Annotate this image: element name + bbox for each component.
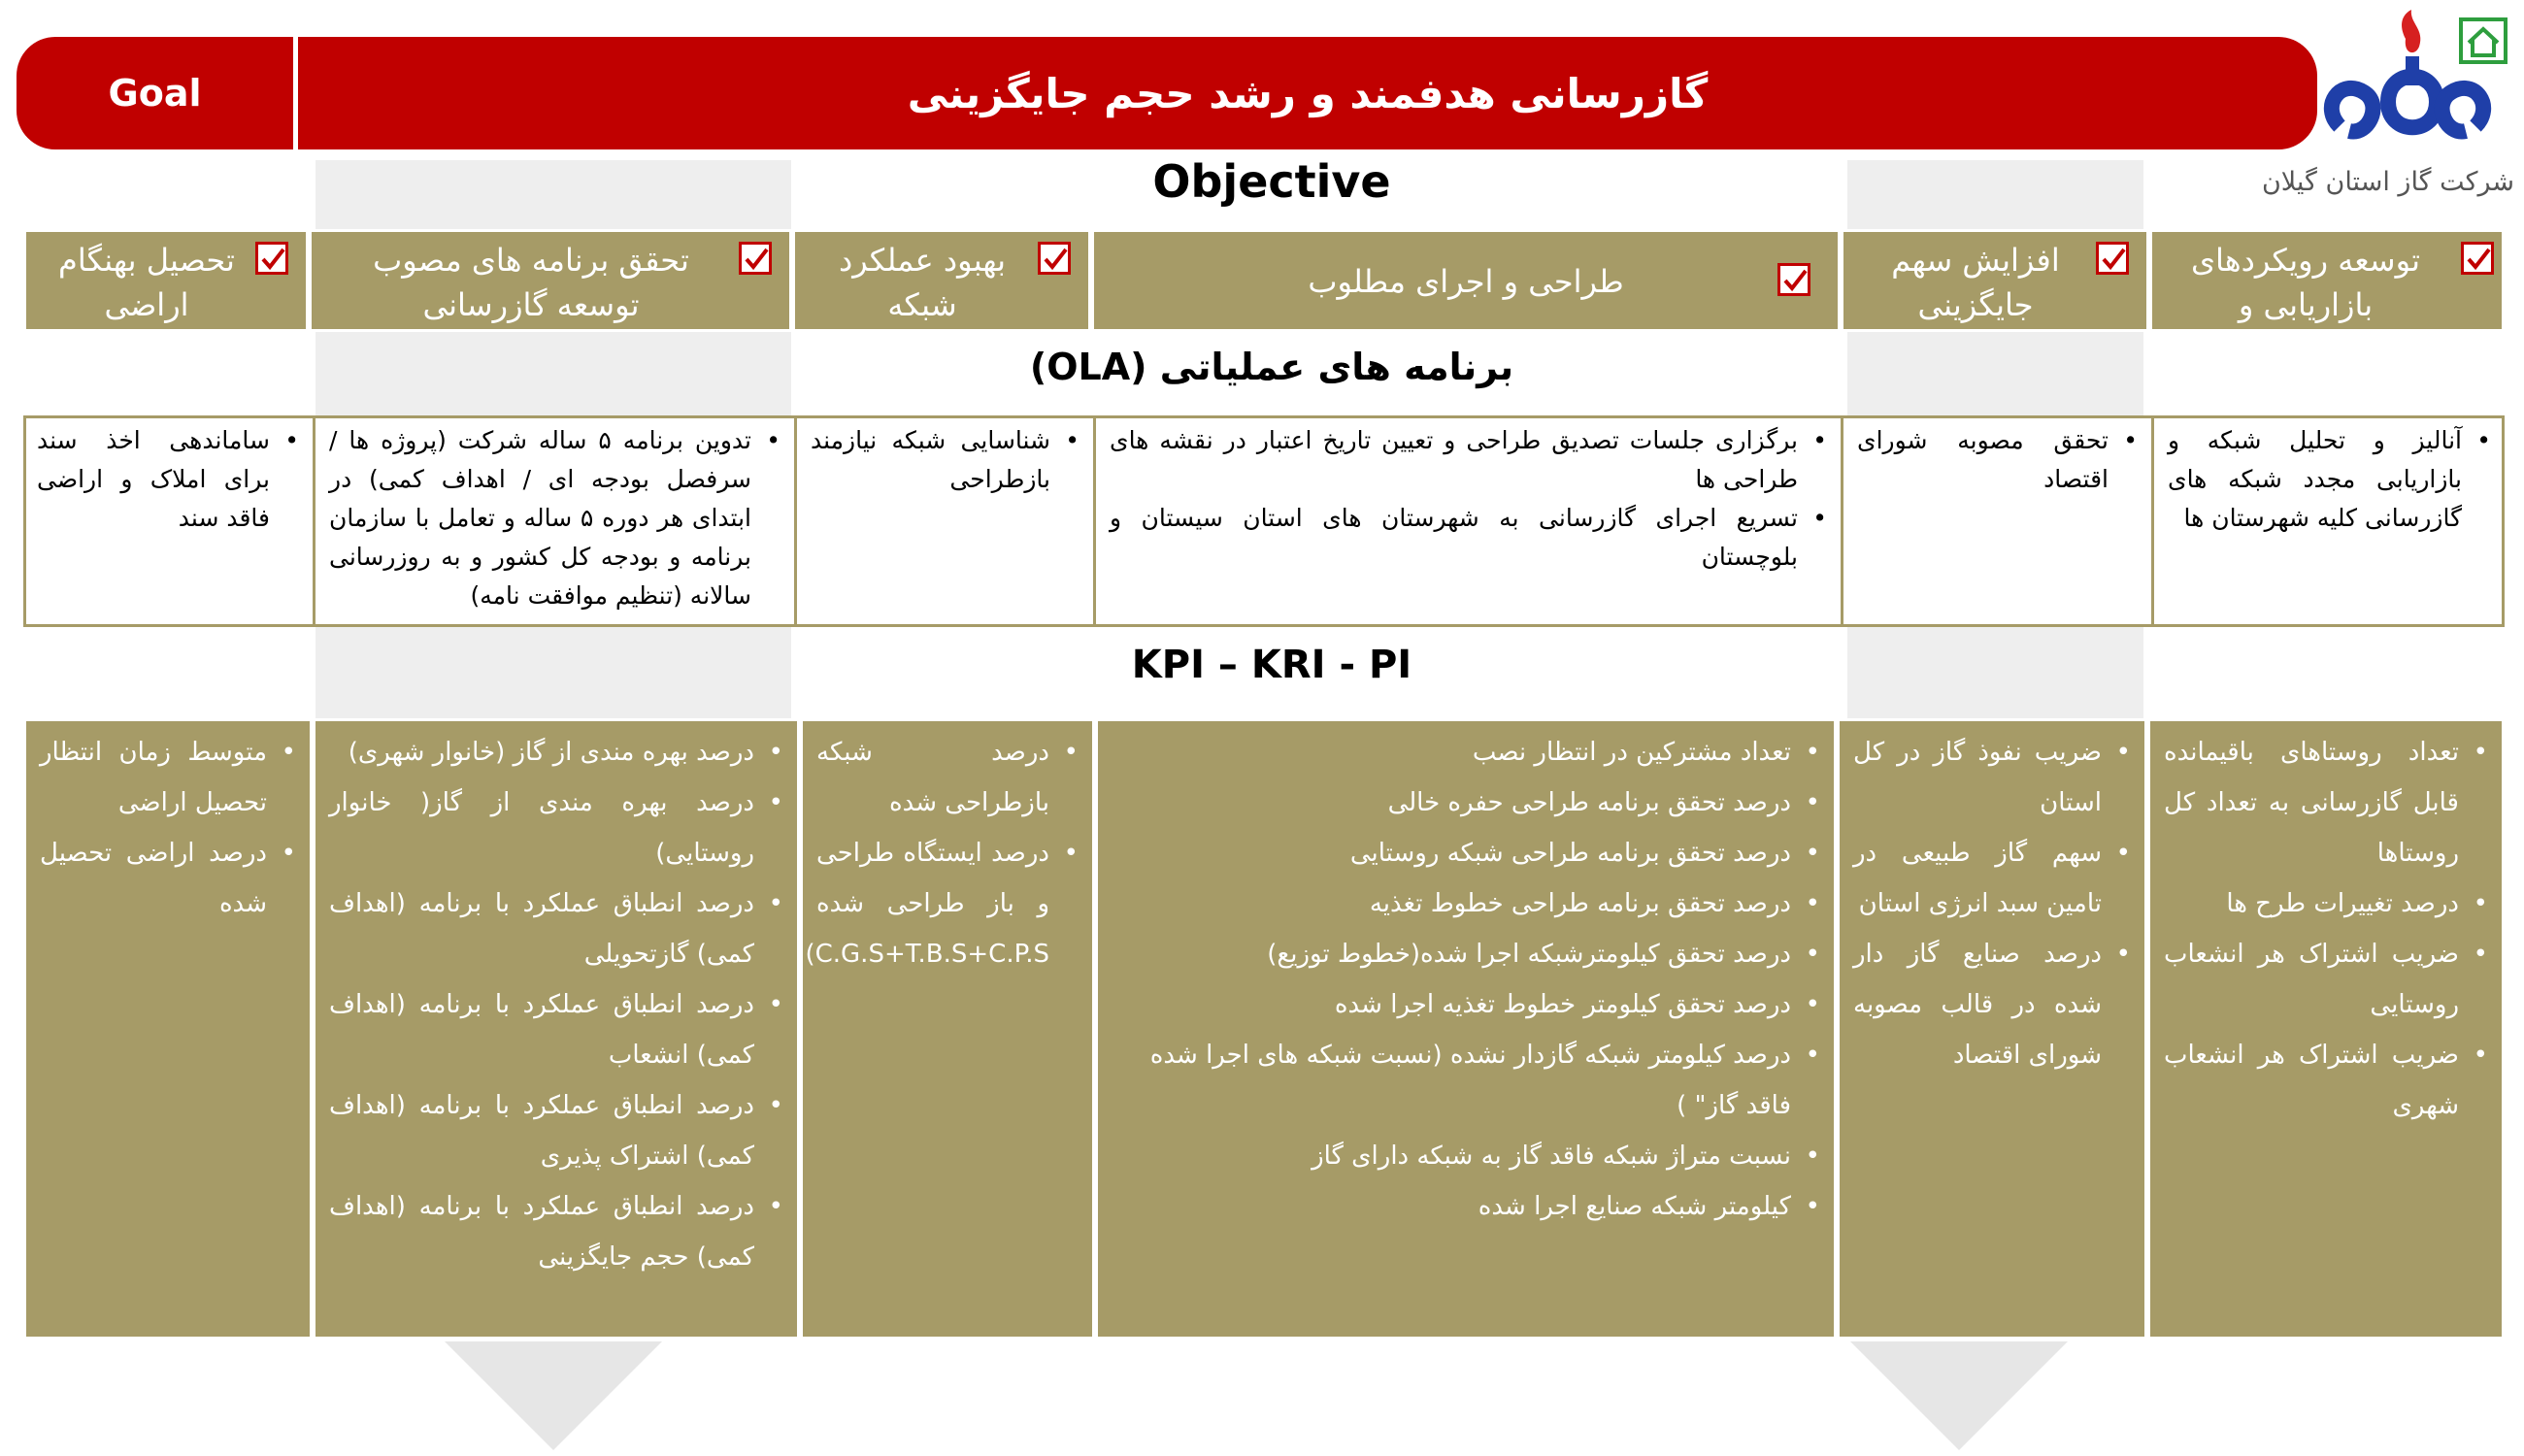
kpi-cell-3 [1095, 718, 1837, 1340]
kpi-item: • درصد اراضی تحصیل شده [40, 828, 267, 929]
objective-label: افزایش سهم جایگزینی [1891, 242, 2060, 323]
down-arrow-right [1850, 1341, 2068, 1450]
kpi-item: • درصد تحقق برنامه طراحی حفره خالی [1112, 778, 1791, 828]
goal-label: Goal [108, 72, 202, 115]
kpi-item: • درصد بهره مندی از گاز( خانوار روستایی) [329, 778, 754, 878]
kpi-item: • درصد انطباق عملکرد با برنامه (اهداف کمی) حجم جایگزینی [329, 1181, 754, 1282]
kpi-item: • درصد تحقق کیلومتر خطوط تغذیه اجرا شده [1112, 979, 1791, 1030]
kpi-item: • درصد انطباق عملکرد با برنامه (اهداف کمی) انشعاب [329, 979, 754, 1080]
kpi-item: • درصد تحقق برنامه طراحی شبکه روستایی [1112, 828, 1791, 878]
ola-cell-6 [23, 415, 313, 627]
ola-cell-5 [313, 415, 794, 627]
ola-item: • تسریع اجرای گازرسانی به شهرستان های استان سیستان و بلوچستان [1110, 499, 1798, 577]
objective-cell-1 [2149, 229, 2505, 368]
checkbox-icon [739, 242, 772, 275]
kpi-cell-4 [800, 718, 1095, 1340]
kpi-cell-5 [313, 718, 800, 1340]
goal-title: گازرسانی هدفمند و رشد حجم جایگزینی [907, 69, 1709, 117]
kpi-item: • درصد تحقق کیلومترشبکه اجرا شده(خطوط توزیع) [1112, 929, 1791, 979]
ola-item: • آنالیز و تحلیل شبکه و بازاریابی مجدد شبکه های گازرسانی کلیه شهرستان ها [2168, 421, 2462, 538]
kpi-cell-2 [1837, 718, 2147, 1340]
ola-item: • تدوین برنامه ۵ ساله شرکت (پروژه ها / سرفصل بودجه ای / اهداف کمی) در ابتدای هر دوره ۵ ساله و تعامل با سازمان برنامه و بودجه کل کشور و به روزرسانی سالانه (تنظیم موافقت نامه) [329, 421, 751, 615]
ola-item: • ساماندهی اخذ سند برای املاک و اراضی فاقد سند [37, 421, 270, 538]
objective-cell-6 [23, 229, 309, 332]
ola-item: • تحقق مصوبه شورای اقتصاد [1857, 421, 2109, 499]
kpi-item: • ضریب اشتراک هر انشعاب روستایی [2164, 929, 2459, 1030]
ola-cell-3 [1093, 415, 1841, 627]
objective-cell-5 [309, 229, 792, 332]
objective-cell-3 [1091, 229, 1841, 332]
kpi-cell-6 [23, 718, 313, 1340]
company-logo [2310, 10, 2514, 165]
kpi-item: • تعداد مشترکین در انتظار نصب [1112, 727, 1791, 778]
kpi-item: • سهم گاز طبیعی در تامین سبد انرژی استان [1853, 828, 2102, 929]
objective-label: توسعه رویکردهای بازاریابی و امکانسنجی [2190, 242, 2421, 368]
objective-label: بهبود عملکرد شبکه [838, 242, 1007, 323]
kpi-item: • درصد بهره مندی از گاز (خانوار شهری) [329, 727, 754, 778]
objective-label: تحقق برنامه های مصوب توسعه گازرسانی [373, 242, 689, 323]
kpi-item: • درصد کیلومتر شبکه گازدار نشده (نسبت شبکه های اجرا شده فاقد گاز" ) [1112, 1030, 1791, 1131]
kpi-cell-1 [2147, 718, 2505, 1340]
kpi-item: • تعداد روستاهای باقیمانده قابل گازرسانی به تعداد کل روستاها [2164, 727, 2459, 878]
ola-item: • شناسایی شبکه نیازمند بازطراحی [811, 421, 1050, 499]
kpi-item: • درصد تحقق برنامه طراحی خطوط تغذیه [1112, 878, 1791, 929]
ola-item: • برگزاری جلسات تصدیق طراحی و تعیین تاریخ اعتبار در نقشه های طراحی ها [1110, 421, 1798, 499]
objective-title: Objective [1152, 155, 1391, 208]
kpi-item: • درصد شبکه بازطراحی شده [816, 727, 1049, 828]
objective-cell-4 [792, 229, 1091, 332]
kpi-item: • کیلومتر شبکه صنایع اجرا شده [1112, 1181, 1791, 1232]
kpi-item: • متوسط زمان انتظار تحصیل اراضی [40, 727, 267, 828]
objective-label: تحصیل بهنگام اراضی [58, 242, 235, 323]
kpi-item: • نسبت متراژ شبکه فاقد گاز به شبکه دارای گاز [1112, 1131, 1791, 1181]
kpi-item: • ضریب نفوذ گاز در کل استان [1853, 727, 2102, 828]
checkbox-icon [2461, 242, 2494, 275]
kpi-item: • درصد ایستگاه طراحی و باز طراحی شده C.G.S+T.B.S+C.P.S) [816, 828, 1049, 979]
checkbox-icon [1777, 263, 1810, 296]
objective-label: طراحی و اجرای مطلوب [1308, 263, 1624, 300]
objective-cell-2 [1841, 229, 2149, 332]
kpi-item: • درصد صنایع گاز دار شده در قالب مصوبه شورای اقتصاد [1853, 929, 2102, 1080]
kpi-item: • درصد تغییرات طرح ها [2164, 878, 2459, 929]
ola-cell-2 [1841, 415, 2151, 627]
ola-cell-4 [794, 415, 1093, 627]
kpi-item: • ضریب اشتراک هر انشعاب شهری [2164, 1030, 2459, 1131]
checkbox-icon [1038, 242, 1071, 275]
company-name: شرکت گاز استان گیلان [2261, 167, 2514, 197]
ola-title: برنامه های عملیاتی (OLA) [1029, 346, 1514, 388]
ola-cell-1 [2151, 415, 2505, 627]
kpi-item: • درصد انطباق عملکرد با برنامه (اهداف کمی) اشتراک پذیری [329, 1080, 754, 1181]
kpi-item: • درصد انطباق عملکرد با برنامه (اهداف کمی) گازتحویلی [329, 878, 754, 979]
kpi-title: KPI – KRI - PI [1131, 643, 1412, 687]
down-arrow-left [445, 1341, 662, 1450]
checkbox-icon [255, 242, 288, 275]
checkbox-icon [2096, 242, 2129, 275]
